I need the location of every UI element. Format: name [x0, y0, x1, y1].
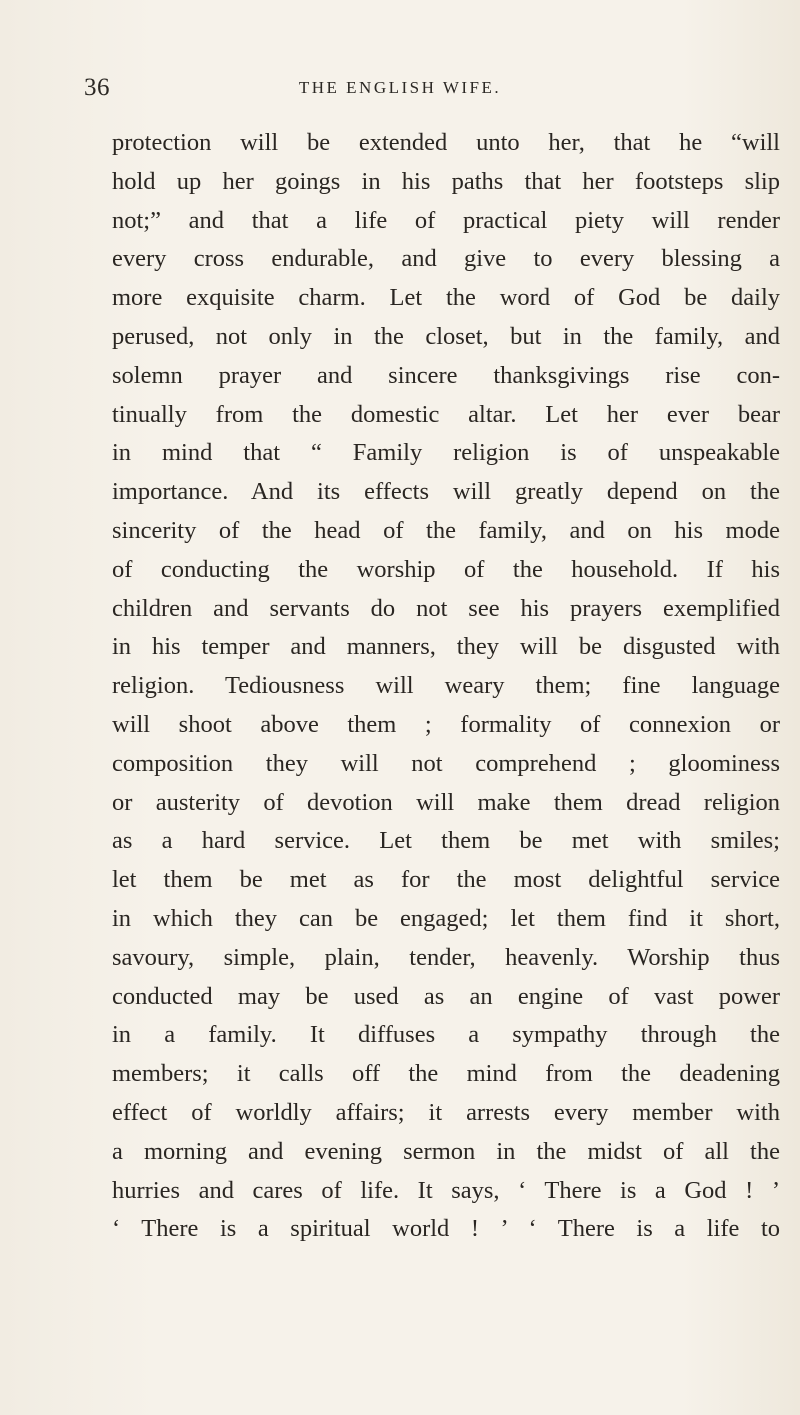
- text-line: importance. And its effects will greatly depend on the: [112, 478, 780, 506]
- running-head: THE ENGLISH WIFE.: [298, 78, 502, 97]
- text-line: hurries and cares of life. It says, ‘ There is a God ! ’: [112, 1176, 780, 1204]
- text-line: hold up her goings in his paths that her footsteps slip: [112, 167, 780, 195]
- text-line: every cross endurable, and give to every blessing a: [112, 245, 780, 273]
- text-line: in a family. It diffuses a sympathy through the: [112, 1021, 780, 1049]
- text-line: solemn prayer and sincere thanksgivings rise con-: [112, 361, 780, 389]
- page-number: 36: [84, 74, 110, 101]
- text-line: let them be met as for the most delightful service: [112, 866, 780, 894]
- text-line: children and servants do not see his prayers exemplified: [112, 594, 780, 622]
- text-line: more exquisite charm. Let the word of God be daily: [112, 284, 780, 312]
- text-line: of conducting the worship of the household. If his: [112, 555, 780, 583]
- page-header: [0, 74, 800, 114]
- text-line: a morning and evening sermon in the midst of all the: [112, 1137, 780, 1165]
- text-line: savoury, simple, plain, tender, heavenly. Worship thus: [112, 943, 780, 971]
- text-line: in which they can be engaged; let them find it short,: [112, 904, 780, 932]
- text-line: not;” and that a life of practical piety will render: [112, 206, 780, 234]
- text-line: effect of worldly affairs; it arrests every member with: [112, 1098, 780, 1126]
- text-line: protection will be extended unto her, that he “will: [112, 129, 780, 156]
- text-line: or austerity of devotion will make them dread religion: [112, 788, 780, 816]
- text-line: in mind that “ Family religion is of unspeakable: [112, 439, 780, 467]
- text-line: tinually from the domestic altar. Let her ever bear: [112, 400, 780, 428]
- text-line: sincerity of the head of the family, and on his mode: [112, 516, 780, 544]
- text-line: will shoot above them ; formality of connexion or: [112, 710, 780, 738]
- text-line: members; it calls off the mind from the deadening: [112, 1060, 780, 1088]
- text-line: in his temper and manners, they will be disgusted with: [112, 633, 780, 661]
- text-line: as a hard service. Let them be met with smiles;: [112, 827, 780, 855]
- text-line: composition they will not comprehend ; gloominess: [112, 749, 780, 777]
- body-text: [112, 124, 780, 1249]
- text-line: ‘ There is a spiritual world ! ’ ‘ There is a life to: [112, 1215, 780, 1243]
- text-line: perused, not only in the closet, but in the family, and: [112, 322, 780, 350]
- text-line: conducted may be used as an engine of vast power: [112, 982, 780, 1010]
- text-line: religion. Tediousness will weary them; fine language: [112, 672, 780, 700]
